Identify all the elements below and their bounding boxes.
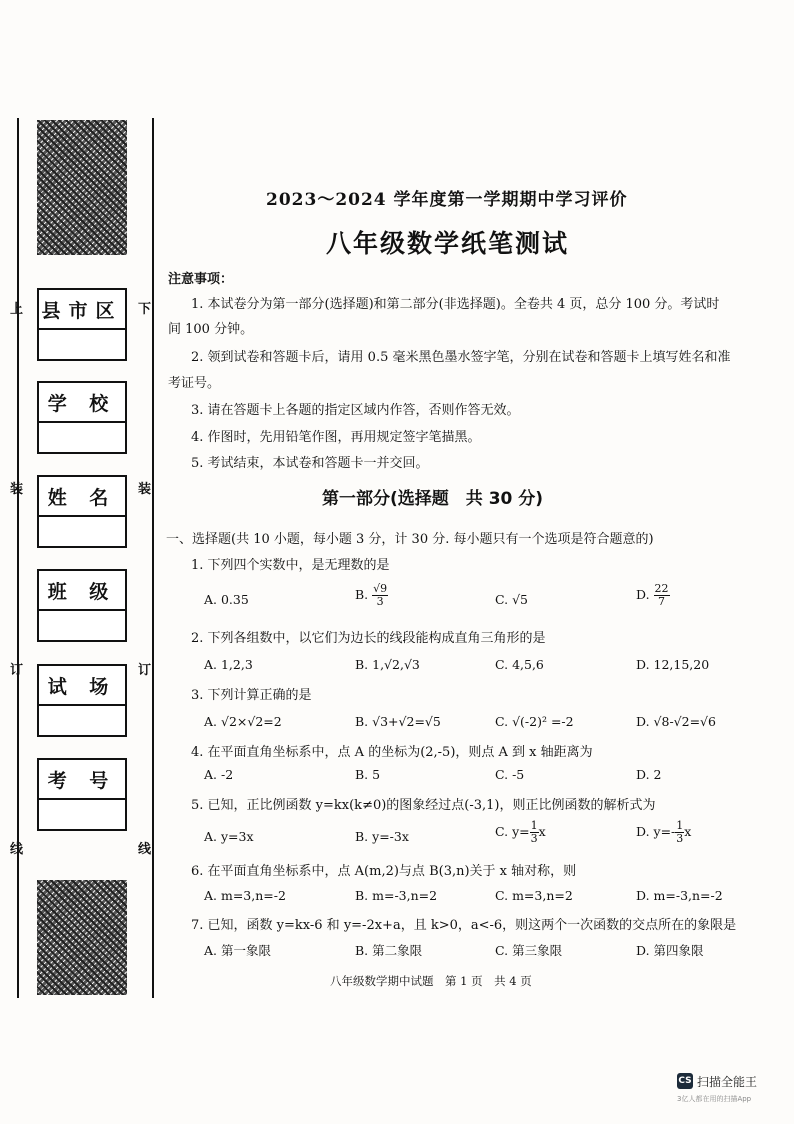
question-stem: 5. 已知，正比例函数 y=kx(k≠0)的图象经过点(-3,1)，则正比例函数的解析式为 [191,798,656,813]
security-pattern-top [37,120,127,255]
option-d: D. 第四象限 [636,943,704,958]
option-b: B. 5 [355,767,381,782]
fraction: $\frac{√9}{3}$ [373,582,388,608]
camscanner-logo-icon: CS [677,1073,693,1089]
field-label: 班 级 [39,571,125,611]
field-label: 学 校 [39,383,125,423]
binding-marker: 上 [10,302,24,317]
field-label: 考 号 [39,760,125,800]
option-b: B. y=-3x [355,829,409,844]
field-label: 试 场 [39,666,125,706]
security-pattern-bottom [37,880,127,995]
note-item: 3. 请在答题卡上各题的指定区域内作答，否则作答无效。 [191,403,520,418]
option-b: B. m=-3,n=2 [355,888,438,903]
binding-line-left [17,118,19,998]
binding-marker: 订 [138,663,152,678]
option-a: A. y=3x [204,829,254,844]
option-b: B. 第二象限 [355,943,423,958]
option-d: D. 2 [636,767,662,782]
question-stem: 7. 已知，函数 y=kx-6 和 y=-2x+a，且 k>0，a<-6，则这两个一次函数的交点所在的象限是 [191,918,737,933]
option-b: B. √3+√2=√5 [355,714,441,729]
option-c: C. 4,5,6 [495,657,544,672]
option-a: A. 第一象限 [204,943,271,958]
note-item: 5. 考试结束，本试卷和答题卡一并交回。 [191,456,429,471]
option-c: C. m=3,n=2 [495,888,573,903]
note-item: 间 100 分钟。 [168,322,254,337]
field-name-box [37,475,127,548]
binding-line-right [152,118,154,998]
fraction: $\frac{1}{3}$ [530,819,538,845]
notes-heading: 注意事项： [168,272,234,287]
option-a: A. -2 [204,767,234,782]
scanner-name: 扫描全能王 [697,1075,758,1089]
option-c: C. -5 [495,767,525,782]
option-d: D. $\frac{22}{7}$ [636,582,669,608]
option-a: A. 1,2,3 [204,657,253,672]
note-item: 2. 领到试卷和答题卡后，请用 0.5 毫米黑色墨水签字笔，分别在试卷和答题卡上填写姓名和准 [191,350,731,365]
part1-instruction: 一、选择题(共 10 小题，每小题 3 分，计 30 分. 每小题只有一个选项是符合题意的) [166,532,654,547]
fraction: $\frac{1}{3}$ [676,819,684,845]
field-class-box [37,569,127,642]
option-c: C. y= $\frac{1}{3}$ x [495,819,546,845]
question-stem: 4. 在平面直角坐标系中，点 A 的坐标为(2,-5)，则点 A 到 x 轴距离为 [191,745,593,760]
part1-title: 第一部分(选择题 共 30 分) [322,489,544,509]
note-item: 1. 本试卷分为第一部分(选择题)和第二部分(非选择题)。全卷共 4 页，总分 100 分。考试时 [191,297,720,312]
binding-marker: 装 [138,482,152,497]
page-footer: 八年级数学期中试题 第 1 页 共 4 页 [330,974,532,988]
field-school-box [37,381,127,454]
option-c: C. √5 [495,592,528,607]
field-county-box [37,288,127,361]
question-stem: 2. 下列各组数中，以它们为边长的线段能构成直角三角形的是 [191,631,546,646]
question-stem: 3. 下列计算正确的是 [191,688,312,703]
option-c: C. √(-2)² =-2 [495,714,574,729]
option-c: C. 第三象限 [495,943,563,958]
option-b: B. 1,√2,√3 [355,657,420,672]
option-d: D. 12,15,20 [636,657,710,672]
question-stem: 1. 下列四个实数中，是无理数的是 [191,558,390,573]
option-b: B. $\frac{√9}{3}$ [355,582,388,608]
binding-marker: 装 [10,482,24,497]
binding-marker: 线 [10,842,24,857]
option-d: D. √8-√2=√6 [636,714,716,729]
note-item: 考证号。 [168,376,221,391]
option-d: D. m=-3,n=-2 [636,888,723,903]
exam-title: 八年级数学纸笔测试 [326,229,570,258]
term-title: 2023～2024 学年度第一学期期中学习评价 [266,190,628,210]
binding-marker: 线 [138,842,152,857]
option-a: A. √2×√2=2 [204,714,282,729]
note-item: 4. 作图时，先用铅笔作图，再用规定签字笔描黑。 [191,430,481,445]
binding-marker: 订 [10,663,24,678]
option-d: D. y=- $\frac{1}{3}$ x [636,819,692,845]
fraction: $\frac{22}{7}$ [654,582,669,608]
field-label: 县市区 [39,290,125,330]
option-a: A. m=3,n=-2 [204,888,286,903]
field-room-box [37,664,127,737]
field-number-box [37,758,127,831]
binding-marker: 下 [138,302,152,317]
field-label: 姓 名 [39,477,125,517]
question-stem: 6. 在平面直角坐标系中，点 A(m,2)与点 B(3,n)关于 x 轴对称，则 [191,864,577,879]
scanner-subtitle: 3亿人都在用的扫描App [677,1095,752,1103]
option-a: A. 0.35 [204,592,249,607]
